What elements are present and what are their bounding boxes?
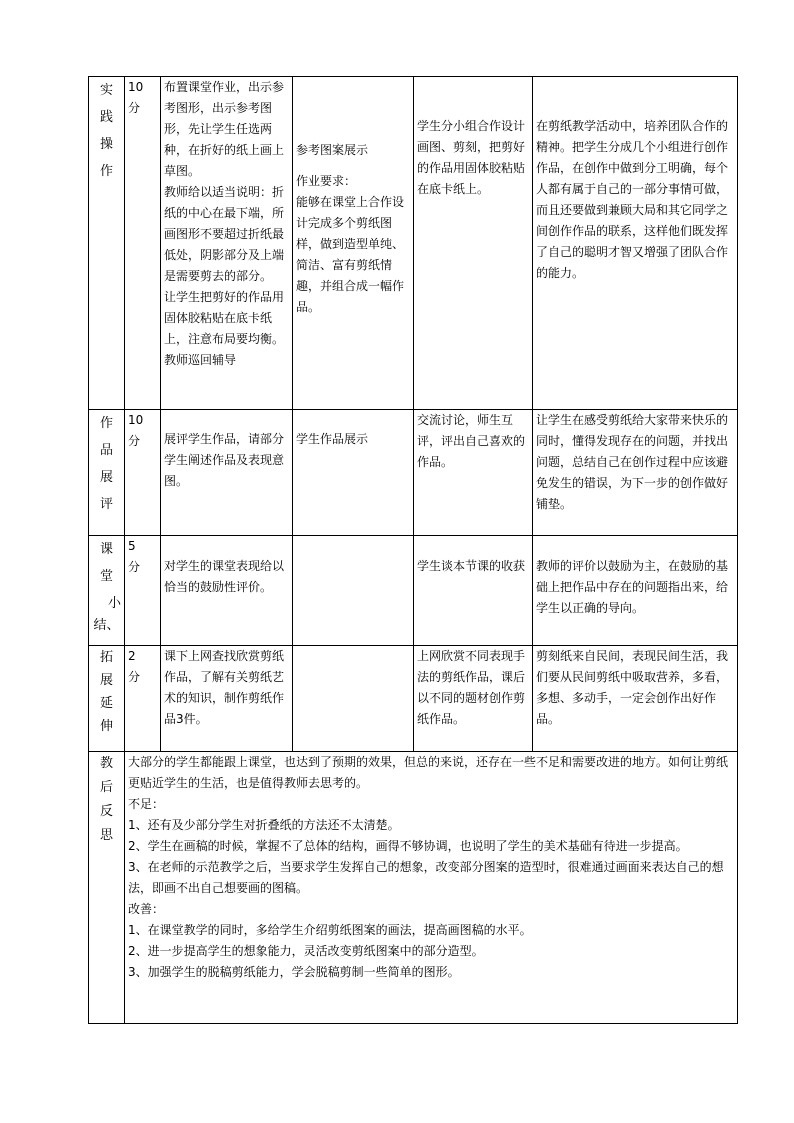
table-row <box>89 646 738 752</box>
media-cell: 学生作品展示 <box>293 410 414 536</box>
reflection-cell <box>125 752 738 1024</box>
reflection-paragraph: 3、在老师的示范教学之后，当要求学生发挥自己的想象，改变部分图案的造型时，很难通过画面来表达自己的想法，即画不出自己想要画的图稿。 <box>128 860 724 895</box>
design-intent-cell: 在剪纸教学活动中，培养团队合作的精神。把学生分成几个小组进行创作作品，在创作中做到分工明确，每个人都有属于自己的一部分事情可做，而且还要做到兼顾大局和其它同学之间创作作品的联系，这样他们既发挥了自己的聪明才智又增强了团队合作的能力。 <box>533 77 738 410</box>
student-activity-cell: 交流讨论，师生互评，评出自己喜欢的作品。 <box>414 410 533 536</box>
reflection-paragraph: 改善： <box>128 902 165 916</box>
media-cell: 参考图案展示 作业要求： 能够在课堂上合作设计完成多个剪纸图样，做到造型单纯、简洁、富有剪纸情趣，并组合成一幅作品。 <box>293 77 414 410</box>
table-row <box>89 410 738 536</box>
reflection-paragraph: 1、在课堂教学的同时，多给学生介绍剪纸图案的画法，提高画图稿的水平。 <box>128 923 532 937</box>
student-activity-cell: 学生分小组合作设计画图、剪刻，把剪好的作品用固体胶粘贴在底卡纸上。 <box>414 77 533 410</box>
time-cell: 10 分 <box>125 410 161 536</box>
time-cell: 5 分 <box>125 536 161 646</box>
media-cell <box>293 646 414 752</box>
stage-cell: 作 品 展 评 <box>89 410 125 536</box>
media-cell <box>293 536 414 646</box>
reflection-label-cell: 教 后 反 思 <box>89 752 125 1024</box>
teacher-activity-cell: 对学生的课堂表现给以恰当的鼓励性评价。 <box>161 536 293 646</box>
lesson-plan-table <box>88 76 738 1024</box>
reflection-paragraph: 大部分的学生都能跟上课堂，也达到了预期的效果，但总的来说，还存在一些不足和需要改进的地方。如何让剪纸更贴近学生的生活，也是值得教师去思考的。 <box>128 755 729 790</box>
student-activity-cell: 学生谈本节课的收获 <box>414 536 533 646</box>
stage-cell: 拓 展 延 伸 <box>89 646 125 752</box>
stage-cell: 课 堂 小 结、 <box>89 536 125 646</box>
reflection-paragraph: 1、还有及少部分学生对折叠纸的方法还不太清楚。 <box>128 818 400 832</box>
table-row <box>89 752 738 1024</box>
student-activity-cell: 上网欣赏不同表现手法的剪纸作品，课后以不同的题材创作剪纸作品。 <box>414 646 533 752</box>
time-cell: 10 分 <box>125 77 161 410</box>
reflection-paragraph: 2、进一步提高学生的想象能力，灵活改变剪纸图案中的部分造型。 <box>128 944 484 958</box>
reflection-paragraph: 2、学生在画稿的时候，掌握不了总体的结构，画得不够协调，也说明了学生的美术基础有待进一步提高。 <box>128 839 688 853</box>
teacher-activity-cell: 课下上网查找欣赏剪纸作品，了解有关剪纸艺术的知识，制作剪纸作品3件。 <box>161 646 293 752</box>
time-cell: 2 分 <box>125 646 161 752</box>
design-intent-cell: 教师的评价以鼓励为主，在鼓励的基础上把作品中存在的问题指出来，给学生以正确的导向。 <box>533 536 738 646</box>
reflection-paragraph: 3、加强学生的脱稿剪纸能力，学会脱稿剪制一些简单的图形。 <box>128 965 460 979</box>
design-intent-cell: 剪刻纸来自民间，表现民间生活，我们要从民间剪纸中吸取营养，多看，多想、多动手，一定会创作出好作品。 <box>533 646 738 752</box>
design-intent-cell: 让学生在感受剪纸给大家带来快乐的同时，懂得发现存在的问题，并找出问题，总结自己在创作过程中应该避免发生的错误，为下一步的创作做好铺垫。 <box>533 410 738 536</box>
reflection-paragraph: 不足： <box>128 797 165 811</box>
teacher-activity-cell: 布置课堂作业，出示参考图形，出示参考图形，先让学生任选两种，在折好的纸上画上草图。 教师给以适当说明：折纸的中心在最下端，所画图形不要超过折纸最低处，阴影部分及上端是需要剪去的部分。 让学生把剪好的作品用固体胶粘贴在底卡纸上，注意布局要均衡。 教师巡回辅导 <box>161 77 293 410</box>
teacher-activity-cell: 展评学生作品，请部分学生阐述作品及表现意图。 <box>161 410 293 536</box>
table-row <box>89 77 738 410</box>
table-row <box>89 536 738 646</box>
stage-cell: 实 践 操 作 <box>89 77 125 410</box>
